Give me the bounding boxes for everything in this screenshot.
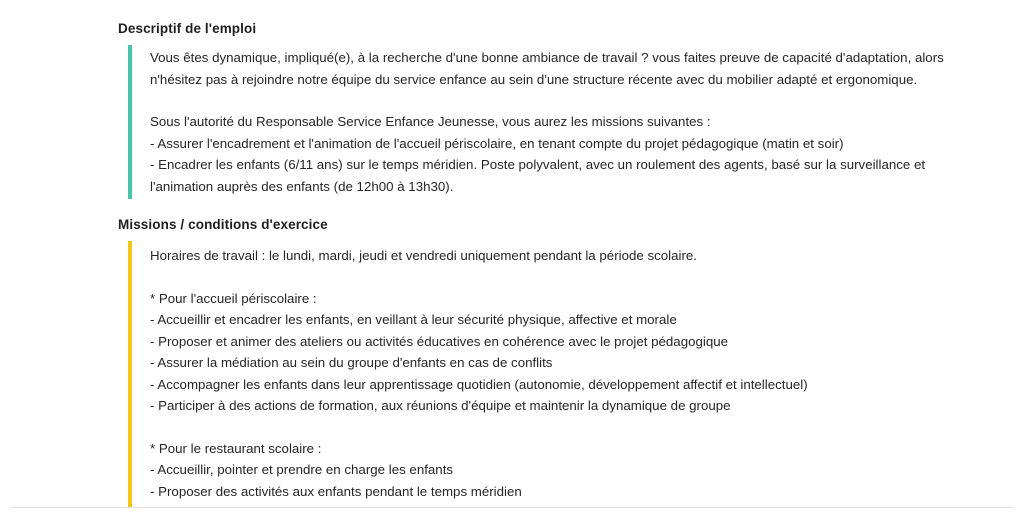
quote-block-missions	[128, 241, 948, 508]
footer-divider	[10, 507, 1014, 508]
paragraph-line: - Encadrer les enfants (6/11 ans) sur le temps méridien. Poste polyvalent, avec un roulement des agents, basé sur la surveillance et	[150, 157, 926, 173]
section-missions-conditions-dexercice	[118, 217, 948, 508]
section-title: Missions / conditions d'exercice	[118, 217, 328, 233]
paragraph-line: n'hésitez pas à rejoindre notre équipe du service enfance au sein d'une structure récente avec du mobilier adapté et ergonomique.	[150, 71, 918, 87]
paragraph-line: Vous êtes dynamique, impliqué(e), à la recherche d'une bonne ambiance de travail ? vous faites preuve de capacité d'adaptation, alors	[150, 50, 944, 66]
paragraph-line: - Proposer des activités aux enfants pendant le temps méridien	[150, 483, 522, 499]
paragraph-line: * Pour le restaurant scolaire :	[150, 440, 322, 456]
paragraph-spacer	[150, 417, 948, 438]
paragraph-line: - Accueillir et encadrer les enfants, en veillant à leur sécurité physique, affective et morale	[150, 312, 677, 328]
paragraph-line: l'animation auprès des enfants (de 12h00 à 13h30).	[150, 178, 454, 194]
paragraph-line: - Participer à des actions de formation, aux réunions d'équipe et maintenir la dynamique de groupe	[150, 398, 731, 414]
paragraph-spacer	[150, 90, 948, 111]
paragraph-line: - Assurer la médiation au sein du groupe d'enfants en cas de conflits	[150, 355, 553, 371]
document-content	[118, 10, 948, 526]
paragraph-line: Horaires de travail : le lundi, mardi, jeudi et vendredi uniquement pendant la période scolaire.	[150, 248, 697, 264]
quote-block-descriptif	[128, 45, 948, 199]
paragraph-line: Sous l'autorité du Responsable Service Enfance Jeunesse, vous aurez les missions suivantes :	[150, 114, 711, 130]
section-title: Descriptif de l'emploi	[118, 21, 257, 37]
paragraph-line: - Assurer l'encadrement et l'animation de l'accueil périscolaire, en tenant compte du projet pédagogique (matin et soir)	[150, 135, 844, 151]
paragraph-line: - Accompagner les enfants dans leur apprentissage quotidien (autonomie, développement affectif et intellectuel)	[150, 376, 808, 392]
paragraph-spacer	[150, 267, 948, 288]
paragraph-line: * Pour l'accueil périscolaire :	[150, 290, 317, 306]
paragraph-line: - Proposer et animer des ateliers ou activités éducatives en cohérence avec le projet pédagogique	[150, 333, 729, 349]
section-descriptif-de-lemploi	[118, 21, 948, 199]
paragraph-line: - Accueillir, pointer et prendre en charge les enfants	[150, 462, 454, 478]
